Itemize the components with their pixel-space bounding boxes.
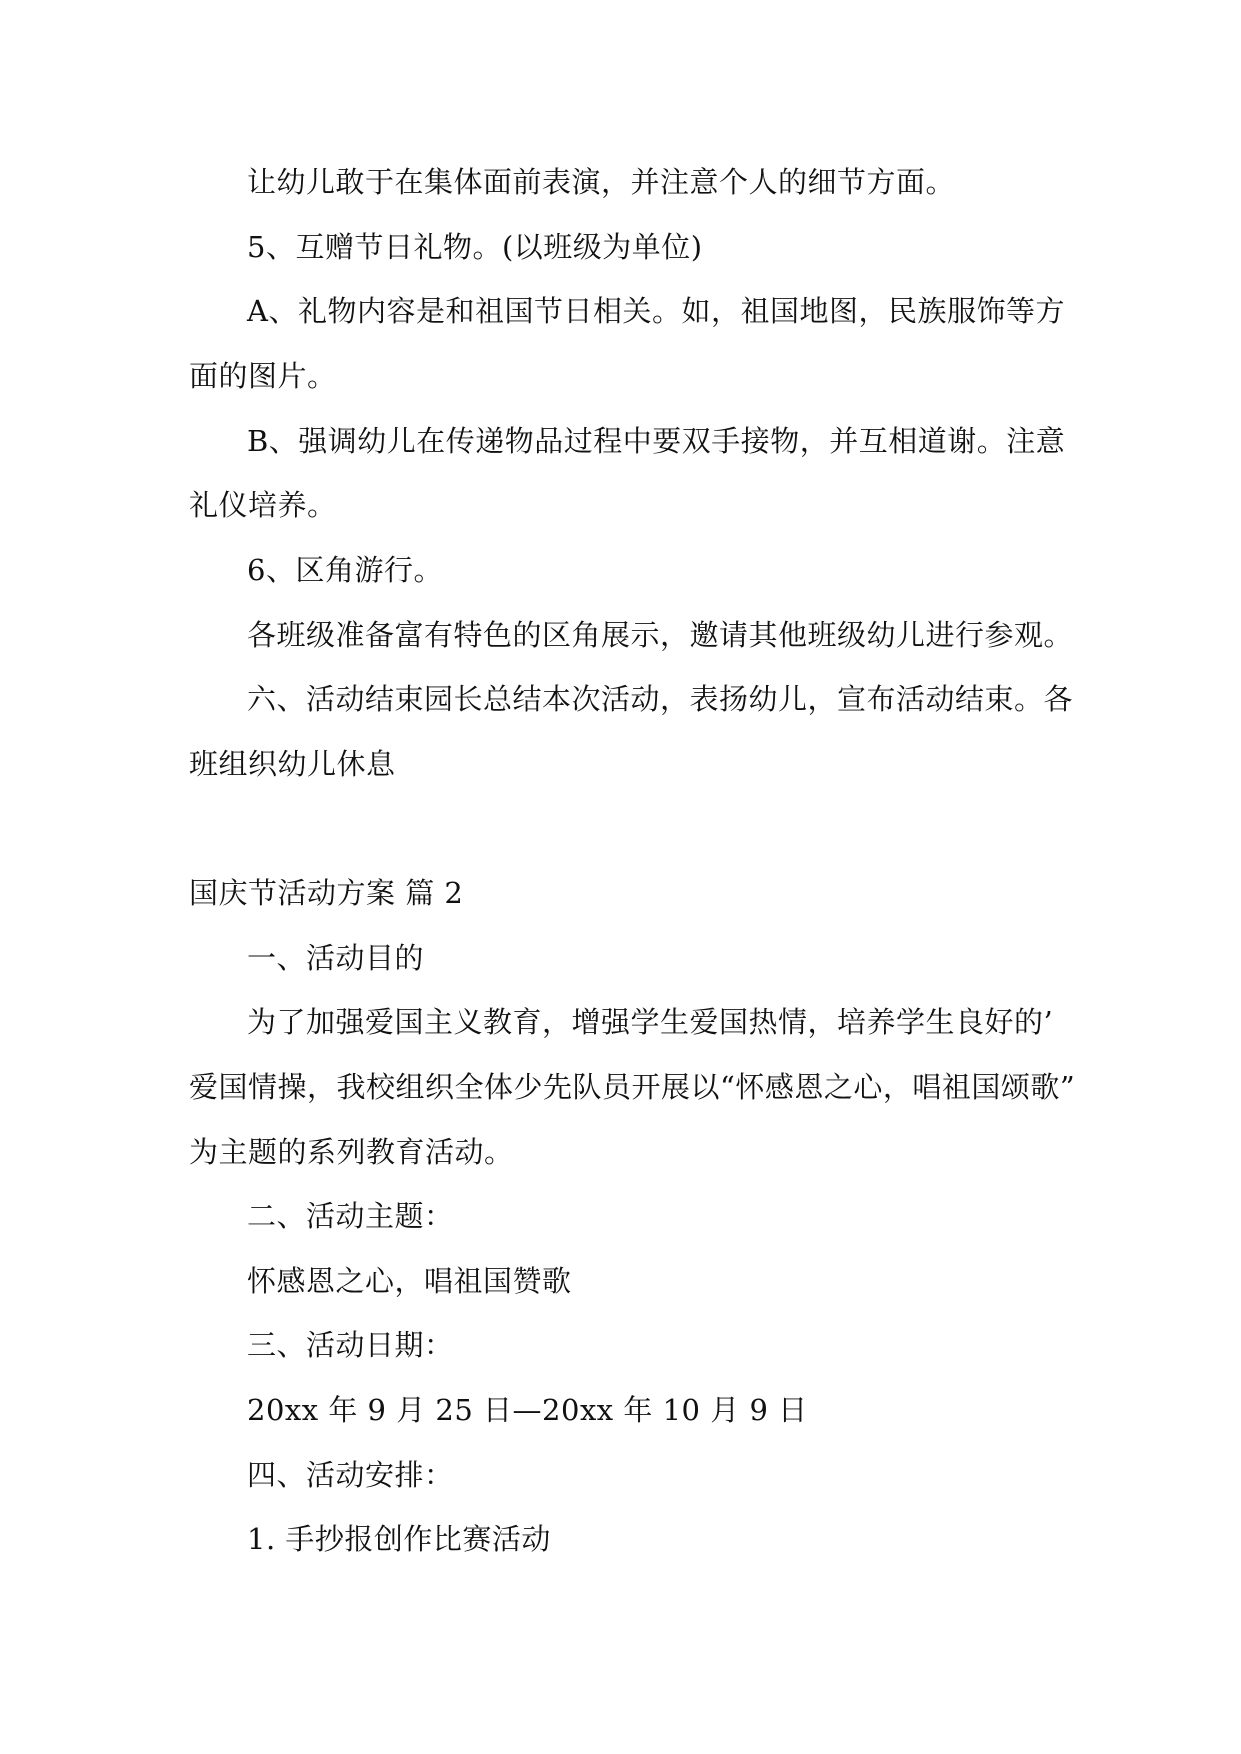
section-heading-purpose: 一、活动目的 — [247, 941, 425, 975]
paragraph-line: 让幼儿敢于在集体面前表演，并注意个人的细节方面。 — [247, 165, 956, 199]
sub-item-a: A、礼物内容是和祖国节日相关。如，祖国地图，民族服饰等方 — [247, 294, 1065, 328]
list-item-6: 6、区角游行。 — [247, 553, 443, 587]
sub-item-b-continuation: 礼仪培养。 — [189, 488, 337, 522]
section-six-continuation: 班组织幼儿休息 — [189, 747, 396, 781]
sub-item-a-continuation: 面的图片。 — [189, 359, 337, 393]
section-heading-date: 三、活动日期： — [247, 1328, 454, 1362]
section-heading-theme: 二、活动主题： — [247, 1199, 454, 1233]
section-six: 六、活动结束园长总结本次活动，表扬幼儿，宣布活动结束。各 — [247, 682, 1074, 716]
date-range-text: 20xx 年 9 月 25 日—20xx 年 10 月 9 日 — [247, 1393, 808, 1427]
theme-text: 怀感恩之心，唱祖国赞歌 — [247, 1264, 572, 1298]
article-heading: 国庆节活动方案 篇 2 — [189, 876, 464, 910]
schedule-item-1: 1. 手抄报创作比赛活动 — [247, 1522, 551, 1556]
paragraph-line: 各班级准备富有特色的区角展示，邀请其他班级幼儿进行参观。 — [247, 618, 1074, 652]
paragraph-line: 爱国情操，我校组织全体少先队员开展以“怀感恩之心，唱祖国颂歌” — [189, 1070, 1076, 1104]
sub-item-b: B、强调幼儿在传递物品过程中要双手接物，并互相道谢。注意 — [247, 424, 1066, 458]
paragraph-line: 为了加强爱国主义教育，增强学生爱国热情，培养学生良好的’ — [247, 1005, 1054, 1039]
paragraph-line: 为主题的系列教育活动。 — [189, 1135, 514, 1169]
section-heading-schedule: 四、活动安排： — [247, 1458, 454, 1492]
list-item-5: 5、互赠节日礼物。(以班级为单位) — [247, 230, 703, 264]
